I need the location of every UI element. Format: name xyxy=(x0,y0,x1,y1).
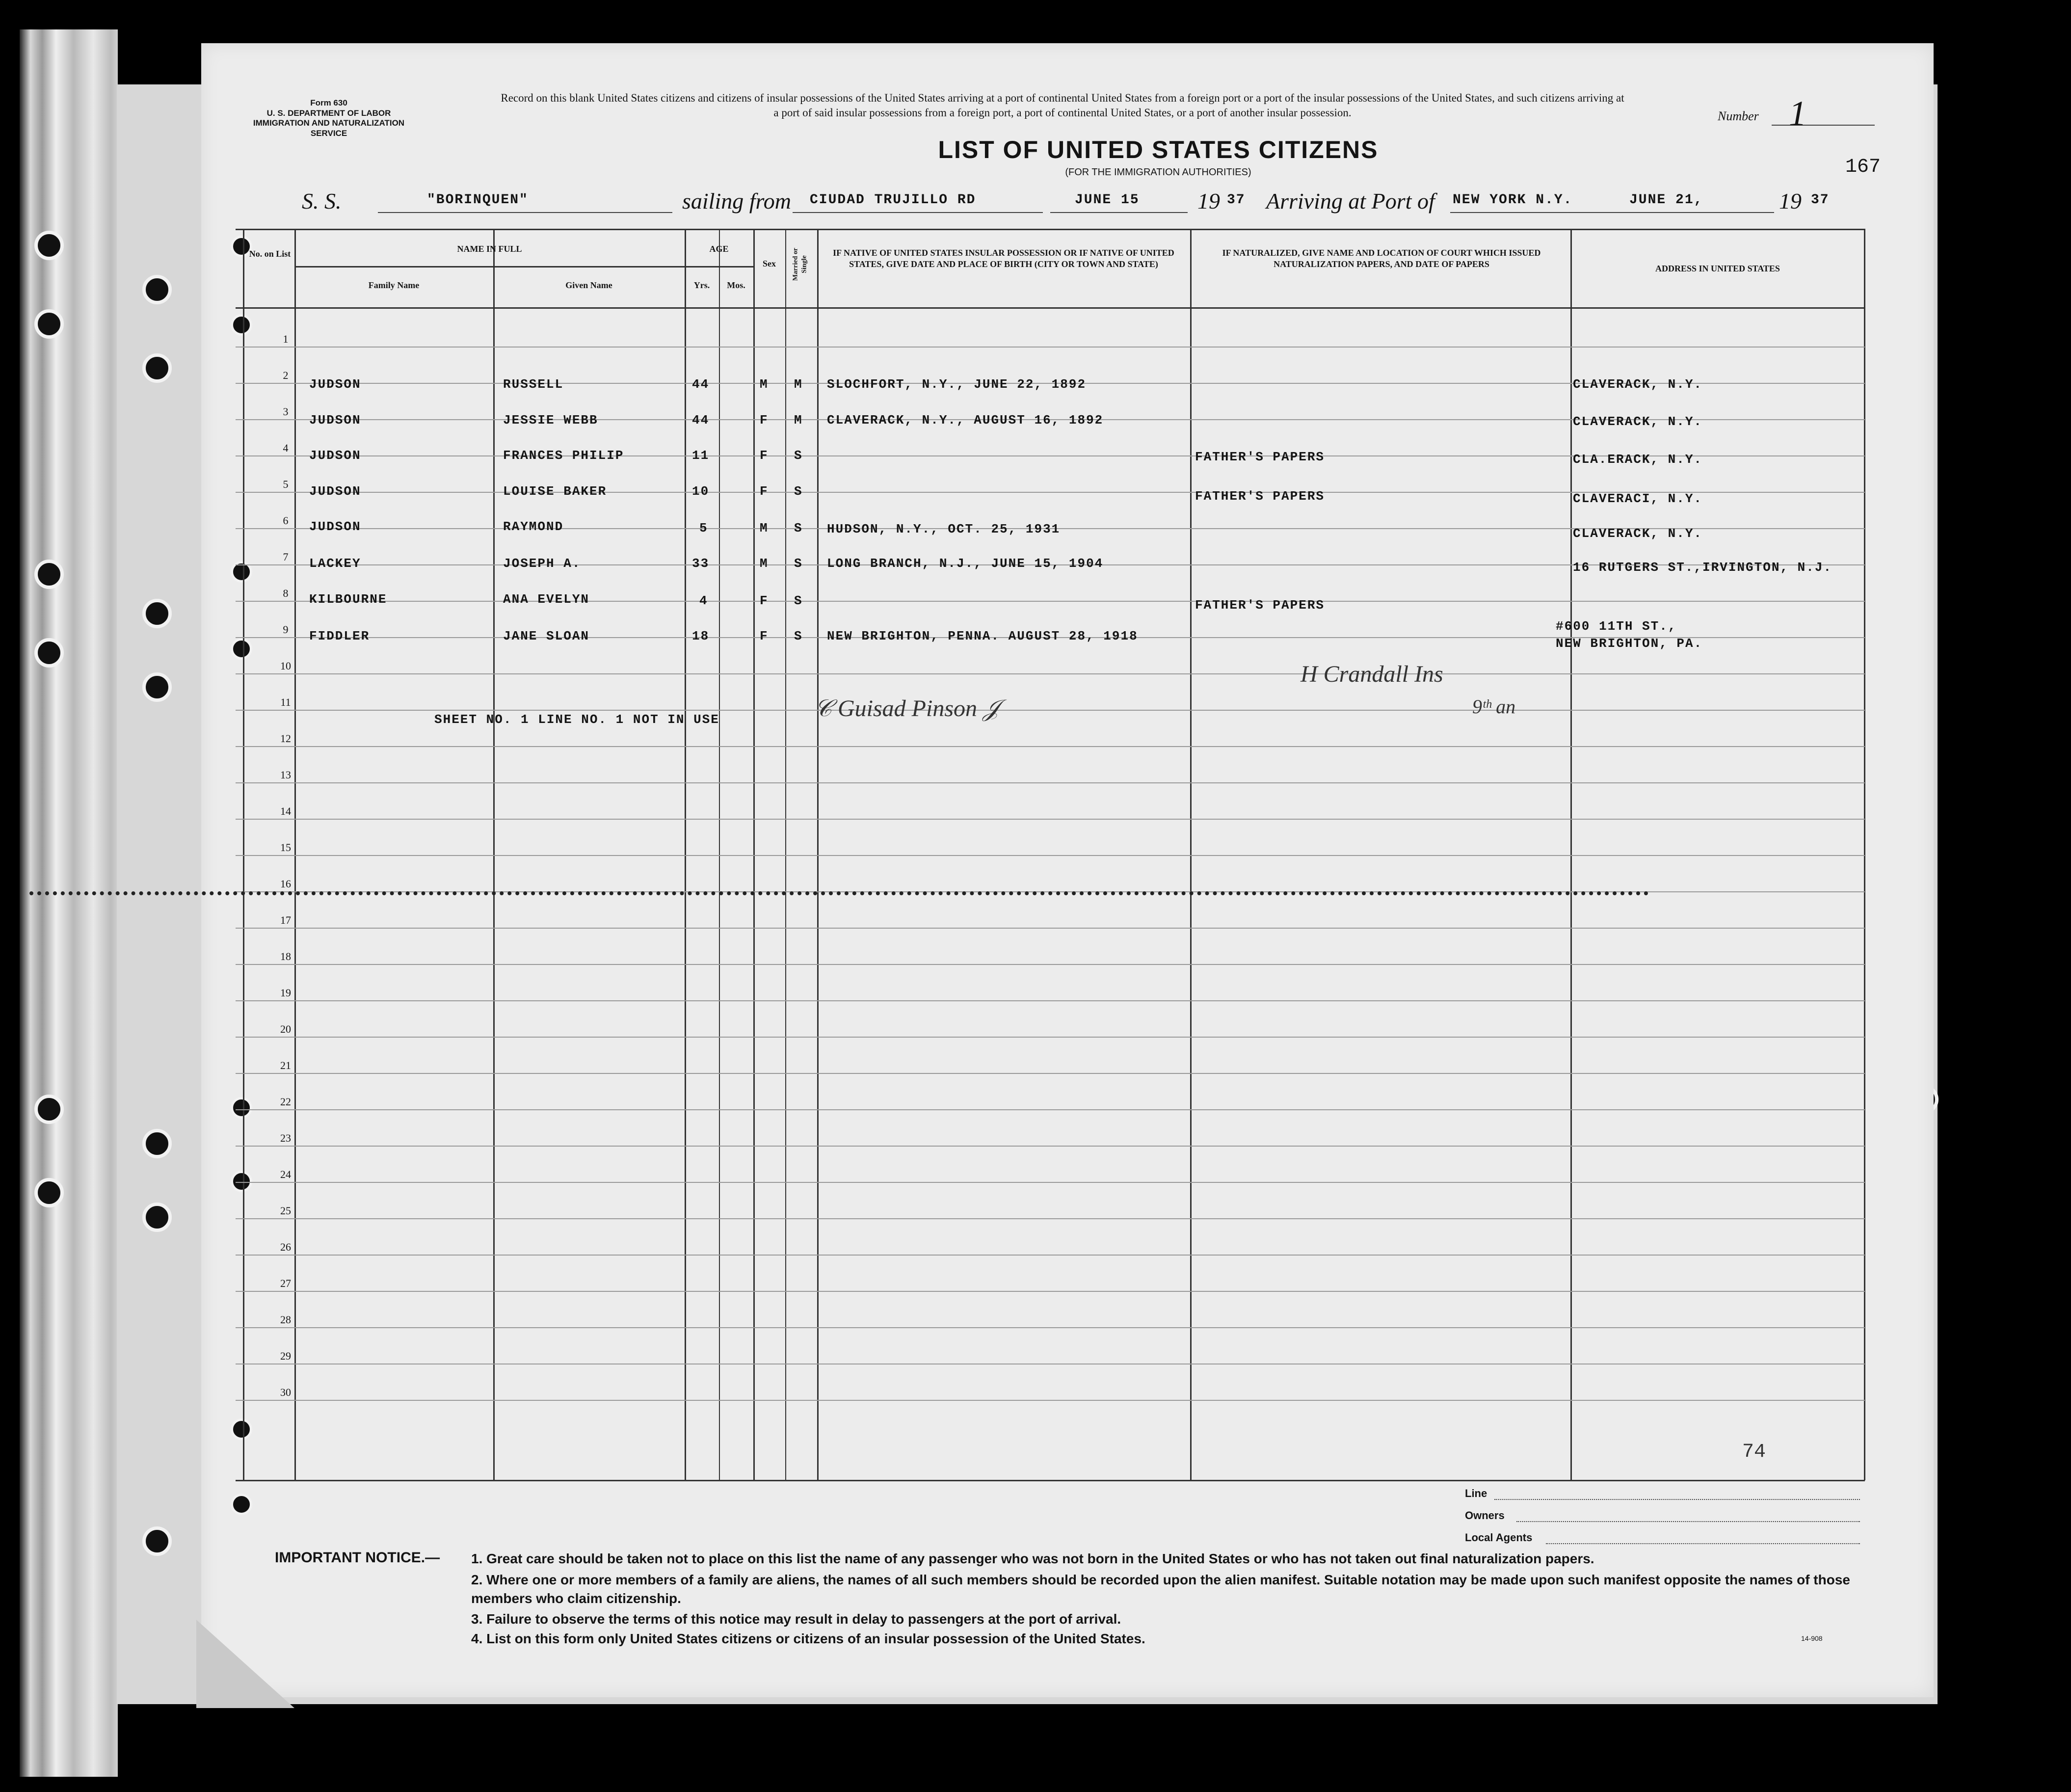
col-rule xyxy=(1190,229,1192,1480)
number-underline xyxy=(1772,125,1875,126)
table-top-rule xyxy=(236,229,1865,230)
row-number: 23 xyxy=(280,1132,291,1144)
row-number: 14 xyxy=(280,805,291,817)
row-rule xyxy=(236,347,1865,348)
stamped-page-number: 167 xyxy=(1845,156,1881,178)
row-given-name: RUSSELL xyxy=(503,377,564,392)
row-married: S xyxy=(794,521,803,535)
row-yrs: 11 xyxy=(692,448,710,463)
col-yrs: Yrs. xyxy=(693,280,710,290)
row-naturalized: FATHER'S PAPERS xyxy=(1195,450,1325,464)
row-given-name: FRANCES PHILIP xyxy=(503,448,624,463)
row-rule xyxy=(236,1327,1865,1328)
sailing-label: sailing from xyxy=(682,188,791,214)
row-number: 30 xyxy=(280,1386,291,1398)
folded-corner xyxy=(196,1620,294,1708)
row-address: CLAVERACI, N.Y. xyxy=(1573,491,1703,506)
row-rule xyxy=(236,1400,1865,1401)
sail-date: JUNE 15 xyxy=(1075,192,1140,208)
col-rule xyxy=(1570,229,1572,1480)
row-number: 16 xyxy=(280,878,291,890)
col-birth: IF NATIVE OF UNITED STATES INSULAR POSSESSION OR IF NATIVE OF UNITED STATES, GIVE DATE AND PLACE OF BIRTH (CITY OR TOWN AND STATE) xyxy=(833,248,1174,269)
row-number: 18 xyxy=(280,950,291,963)
punch-hole-icon xyxy=(34,309,64,339)
passenger-table xyxy=(236,229,1865,1480)
from-port-underline xyxy=(793,212,1043,213)
row-married: S xyxy=(794,556,803,571)
row-given-name: LOUISE BAKER xyxy=(503,484,607,499)
row-birth: NEW BRIGHTON, PENNA. AUGUST 28, 1918 xyxy=(827,629,1138,643)
row-address: CLAVERACK, N.Y. xyxy=(1573,526,1703,541)
row-rule xyxy=(236,673,1865,674)
handwritten-mark-icon: 9ᵗʰ an xyxy=(1472,695,1516,718)
header-sub-rule xyxy=(294,266,719,267)
row-number: 20 xyxy=(280,1023,291,1035)
col-rule xyxy=(719,229,720,1480)
punch-hole-icon xyxy=(142,353,172,383)
sail-date-underline xyxy=(1050,212,1188,213)
col-rule xyxy=(817,229,819,1480)
row-number: 26 xyxy=(280,1241,291,1253)
row-yrs: 44 xyxy=(692,413,710,428)
row-family-name: JUDSON xyxy=(309,519,361,534)
list-number: 1 xyxy=(1789,94,1806,133)
record-instructions: Record on this blank United States citizens and citizens of insular possessions of the United States arriving at a port of continental United States from a foreign port or a port of the insular possessions of the United States, and such citizens arriving at a port of said insular possessions from a foreign port, a port of continental United States, or a port of another insular possession. xyxy=(501,92,1624,119)
row-rule xyxy=(236,1291,1865,1292)
header-sub-rule xyxy=(685,266,753,267)
row-rule xyxy=(236,1146,1865,1147)
row-birth: CLAVERACK, N.Y., AUGUST 16, 1892 xyxy=(827,413,1104,428)
punch-hole-icon xyxy=(34,638,64,668)
row-yrs: 44 xyxy=(692,377,710,392)
row-family-name: LACKEY xyxy=(309,556,361,571)
handwritten-signature-icon: H Crandall Ins xyxy=(1301,661,1443,687)
owners-field xyxy=(1516,1521,1860,1522)
row-number: 25 xyxy=(280,1204,291,1217)
punch-hole-icon xyxy=(142,1129,172,1158)
row-number: 24 xyxy=(280,1168,291,1180)
row-sex: F xyxy=(760,413,769,428)
ss-label: S. S. xyxy=(302,188,342,214)
row-number: 3 xyxy=(283,405,289,418)
row-number: 5 xyxy=(283,478,289,490)
arrival-port: NEW YORK N.Y. xyxy=(1453,192,1573,208)
arriving-label: Arriving at Port of xyxy=(1266,188,1435,214)
punch-hole-icon xyxy=(231,1494,252,1515)
row-birth: HUDSON, N.Y., OCT. 25, 1931 xyxy=(827,522,1061,536)
row-married: M xyxy=(794,377,803,392)
row-rule xyxy=(236,710,1865,711)
col-sex: Sex xyxy=(763,259,776,268)
row-number: 11 xyxy=(280,696,291,708)
row-number: 13 xyxy=(280,769,291,781)
ship-name: "BORINQUEN" xyxy=(427,192,529,208)
col-rule xyxy=(685,229,686,1480)
row-rule xyxy=(236,819,1865,820)
row-number: 28 xyxy=(280,1313,291,1326)
row-number: 15 xyxy=(280,841,291,854)
punch-hole-icon xyxy=(34,560,64,589)
form-department: U. S. DEPARTMENT OF LABOR xyxy=(266,108,391,118)
col-no: No. on List xyxy=(249,249,291,259)
ship-underline xyxy=(378,212,672,213)
row-yrs: 33 xyxy=(692,556,710,571)
row-birth: LONG BRANCH, N.J., JUNE 15, 1904 xyxy=(827,556,1104,571)
row-family-name: JUDSON xyxy=(309,484,361,499)
col-family-name: Family Name xyxy=(368,280,420,290)
row-sex: F xyxy=(760,593,769,608)
row-family-name: FIDDLER xyxy=(309,629,370,643)
arrival-year: 37 xyxy=(1811,192,1830,208)
row-number: 27 xyxy=(280,1277,291,1289)
perforation-line xyxy=(29,891,1649,895)
punch-hole-icon xyxy=(34,1095,64,1124)
line-field xyxy=(1494,1499,1860,1500)
row-sex: M xyxy=(760,377,769,392)
row-rule xyxy=(236,1073,1865,1074)
col-rule xyxy=(493,229,495,1480)
form-number: Form 630 xyxy=(310,98,347,107)
number-label: Number xyxy=(1718,109,1759,123)
row-rule xyxy=(236,1255,1865,1256)
notice-item: 3. Failure to observe the terms of this notice may result in delay to passengers at the port of arrival. xyxy=(471,1611,1121,1627)
col-rule xyxy=(243,229,244,1480)
punch-hole-icon xyxy=(142,1526,172,1556)
row-family-name: JUDSON xyxy=(309,413,361,428)
row-number: 29 xyxy=(280,1350,291,1362)
page-title: LIST OF UNITED STATES CITIZENS xyxy=(938,136,1379,163)
row-rule xyxy=(236,782,1865,783)
row-given-name: JANE SLOAN xyxy=(503,629,590,643)
owners-label: Owners xyxy=(1465,1509,1505,1522)
row-yrs: 4 xyxy=(699,593,708,608)
page-subtitle: (FOR THE IMMIGRATION AUTHORITIES) xyxy=(1065,167,1251,178)
arrival-underline xyxy=(1450,212,1774,213)
col-given-name: Given Name xyxy=(565,280,612,290)
row-number: 17 xyxy=(280,914,291,926)
form-service: IMMIGRATION AND NATURALIZATION SERVICE xyxy=(253,118,405,138)
punch-hole-icon xyxy=(142,1203,172,1232)
row-naturalized: FATHER'S PAPERS xyxy=(1195,598,1325,613)
row-number: 21 xyxy=(280,1059,291,1071)
row-given-name: ANA EVELYN xyxy=(503,592,590,607)
row-rule xyxy=(236,1037,1865,1038)
row-yrs: 18 xyxy=(692,629,710,643)
row-married: S xyxy=(794,629,803,643)
col-age: AGE xyxy=(709,244,729,254)
row-address: 16 RUTGERS ST.,IRVINGTON, N.J. xyxy=(1573,560,1832,575)
col-naturalized: IF NATURALIZED, GIVE NAME AND LOCATION OF COURT WHICH ISSUED NATURALIZATION PAPERS, AND DATE OF PAPERS xyxy=(1222,248,1541,269)
col-mos: Mos. xyxy=(727,280,745,290)
col-name-in-full: NAME IN FULL xyxy=(457,244,522,254)
punch-hole-icon xyxy=(142,599,172,628)
row-number: 4 xyxy=(283,442,289,454)
row-address-line2: NEW BRIGHTON, PA. xyxy=(1556,636,1703,651)
row-number: 7 xyxy=(283,551,289,563)
row-rule xyxy=(236,964,1865,965)
notice-item: 4. List on this form only United States citizens or citizens of an insular possession of the United States. xyxy=(471,1631,1145,1646)
handwritten-annotation-icon: 𝒞 Guisad Pinson 𝒥 xyxy=(815,695,1000,722)
row-address: CLAVERACK, N.Y. xyxy=(1573,377,1703,392)
important-notice-heading: IMPORTANT NOTICE.— xyxy=(275,1550,440,1566)
row-rule xyxy=(236,928,1865,929)
row-number: 2 xyxy=(283,369,289,381)
row-married: S xyxy=(794,448,803,463)
row-married: M xyxy=(794,413,803,428)
row-rule xyxy=(236,746,1865,747)
row-naturalized: FATHER'S PAPERS xyxy=(1195,489,1325,504)
row-family-name: JUDSON xyxy=(309,448,361,463)
row-yrs: 10 xyxy=(692,484,710,499)
row-married: S xyxy=(794,484,803,499)
header-bottom-rule xyxy=(236,307,1865,309)
punch-hole-icon xyxy=(34,1178,64,1207)
sail-year: 37 xyxy=(1227,192,1246,208)
sheet-note: SHEET NO. 1 LINE NO. 1 NOT IN USE xyxy=(434,712,719,727)
notice-item: 1. Great care should be taken not to place on this list the name of any passenger who was not born in the United States or who has not taken out final naturalization papers. xyxy=(471,1551,1594,1566)
punch-hole-icon xyxy=(34,231,64,260)
notice-item: 2. Where one or more members of a family are aliens, the names of all such members should be recorded upon the alien manifest. Suitable notation may be made upon such manifest opposite the names of those members who claim citizenship. xyxy=(471,1572,1850,1606)
row-sex: M xyxy=(760,556,769,571)
punch-hole-icon xyxy=(142,275,172,304)
form-identifier xyxy=(245,98,412,139)
row-address: #600 11TH ST., xyxy=(1556,619,1677,634)
row-given-name: JOSEPH A. xyxy=(503,556,581,571)
row-number: 6 xyxy=(283,514,289,527)
row-number: 22 xyxy=(280,1096,291,1108)
row-birth: SLOCHFORT, N.Y., JUNE 22, 1892 xyxy=(827,377,1087,392)
row-sex: F xyxy=(760,629,769,643)
row-sex: F xyxy=(760,484,769,499)
from-port: CIUDAD TRUJILLO RD xyxy=(810,192,976,208)
col-rule xyxy=(753,229,755,1480)
row-number: 9 xyxy=(283,623,289,636)
form-code: 14-908 xyxy=(1801,1634,1823,1642)
row-rule xyxy=(236,1182,1865,1183)
row-address: CLA.ERACK, N.Y. xyxy=(1573,452,1703,467)
table-bottom-rule xyxy=(236,1480,1865,1481)
col-rule xyxy=(1864,229,1865,1480)
sail-year-prefix: 19 xyxy=(1197,188,1220,214)
row-yrs: 5 xyxy=(699,521,708,535)
local-agents-label: Local Agents xyxy=(1465,1531,1533,1544)
col-address: ADDRESS IN UNITED STATES xyxy=(1655,264,1780,273)
line-label: Line xyxy=(1465,1487,1487,1499)
row-sex: M xyxy=(760,521,769,535)
row-rule xyxy=(236,1000,1865,1001)
binder-edge xyxy=(20,29,118,1777)
row-number: 1 xyxy=(283,333,289,345)
row-rule xyxy=(236,855,1865,856)
row-family-name: JUDSON xyxy=(309,377,361,392)
row-number: 19 xyxy=(280,987,291,999)
row-married: S xyxy=(794,593,803,608)
row-rule xyxy=(236,601,1865,602)
row-number: 12 xyxy=(280,732,291,745)
col-married: Married or Single xyxy=(792,247,808,281)
page-count: 74 xyxy=(1742,1441,1766,1463)
row-rule xyxy=(236,1218,1865,1219)
punch-hole-icon xyxy=(142,672,172,702)
row-number: 8 xyxy=(283,587,289,599)
row-address: CLAVERACK, N.Y. xyxy=(1573,414,1703,429)
row-given-name: JESSIE WEBB xyxy=(503,413,598,428)
arrival-date: JUNE 21, xyxy=(1629,192,1703,208)
arrival-year-prefix: 19 xyxy=(1779,188,1802,214)
row-rule xyxy=(236,1109,1865,1110)
col-rule xyxy=(785,229,786,1480)
row-sex: F xyxy=(760,448,769,463)
row-number: 10 xyxy=(280,660,291,672)
row-family-name: KILBOURNE xyxy=(309,592,387,607)
row-given-name: RAYMOND xyxy=(503,519,564,534)
agents-field xyxy=(1546,1543,1860,1544)
